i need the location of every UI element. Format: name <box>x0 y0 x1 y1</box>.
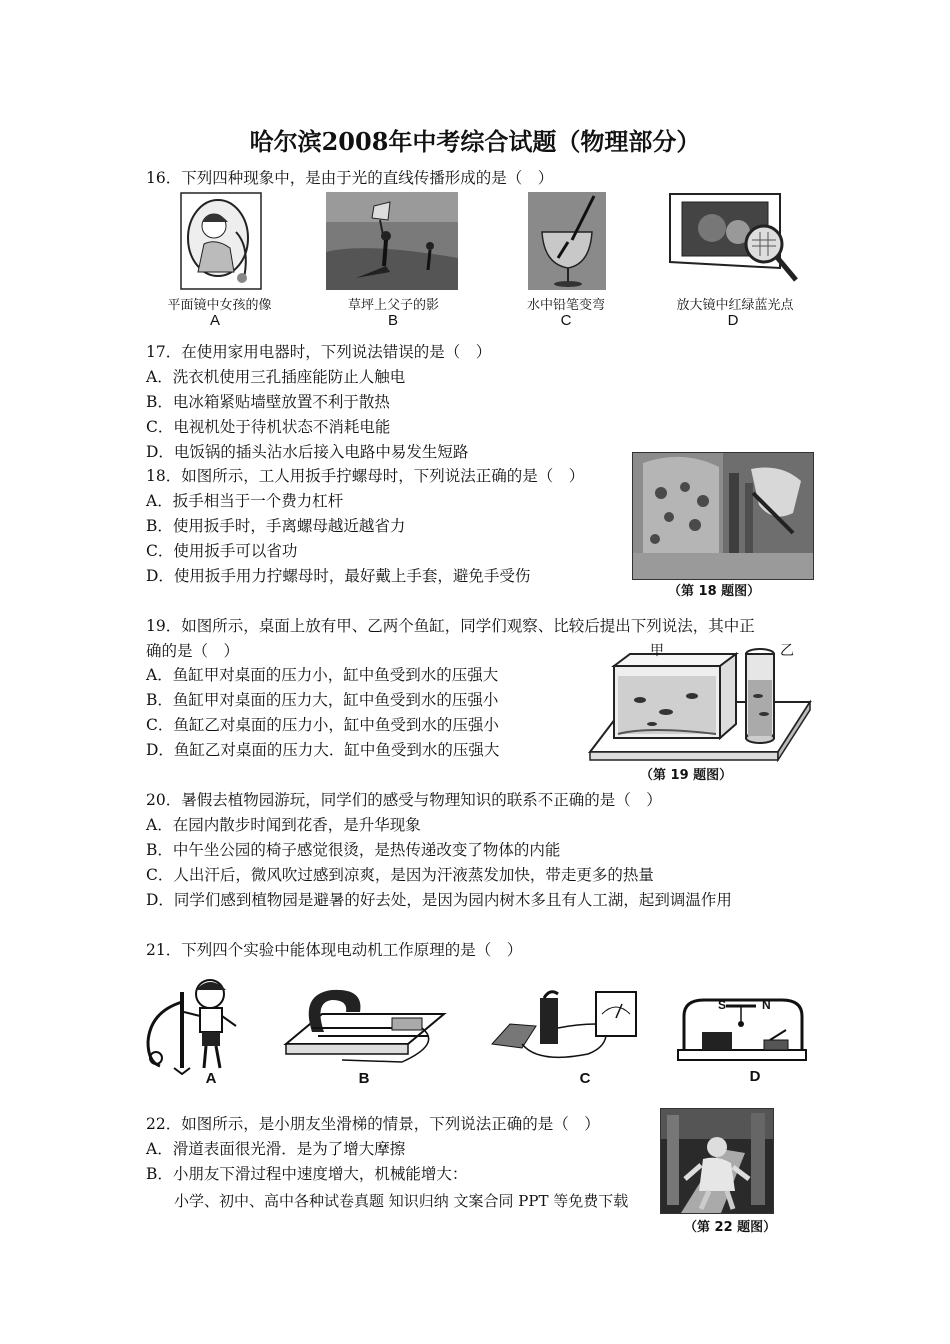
q16-figure-b <box>326 192 458 290</box>
q19-option-a: A．鱼缸甲对桌面的压力小，缸中鱼受到水的压强大 <box>146 666 499 684</box>
q22-figure <box>660 1108 774 1214</box>
q22-option-b: B．小朋友下滑过程中速度增大，机械能增大： <box>146 1165 468 1183</box>
q18-option-d: D．使用扳手用力拧螺母时，最好戴上手套，避免手受伤 <box>146 567 531 585</box>
q18-option-b: B．使用扳手时，手离螺母越近越省力 <box>146 517 406 535</box>
q20-stem: 20．暑假去植物园游玩，同学们的感受与物理知识的联系不正确的是（ ） <box>146 791 662 809</box>
q16-figure-c <box>528 192 606 290</box>
q21-figure-d <box>674 992 810 1062</box>
q18-option-c: C．使用扳手可以省功 <box>146 542 298 560</box>
q19-stem-line2: 确的是（ ） <box>146 642 240 660</box>
page-title: 哈尔滨2008年中考综合试题（物理部分） <box>249 127 701 156</box>
q16-stem: 16．下列四种现象中，是由于光的直线传播形成的是（ ） <box>146 169 554 187</box>
q16-letter-a: A <box>209 312 220 329</box>
q21-figure-a <box>140 972 240 1080</box>
q21-letter-a: A <box>205 1070 217 1087</box>
q16-figure-a <box>180 192 262 290</box>
q20-option-d: D．同学们感到植物园是避暑的好去处，是因为园内树木多且有人工湖，起到调温作用 <box>146 891 732 909</box>
q16-caption-a: 平面镜中女孩的像 <box>167 298 272 313</box>
q18-stem: 18．如图所示，工人用扳手拧螺母时，下列说法正确的是（ ） <box>146 467 585 485</box>
q21-figure-c <box>488 984 648 1066</box>
q19-figure-caption: （第 19 题图） <box>640 768 733 783</box>
q17-option-d: D．电饭锅的插头沾水后接入电路中易发生短路 <box>146 443 469 461</box>
q21-magnet-n-label: N <box>762 998 771 1012</box>
q19-label-yi: 乙 <box>780 643 794 659</box>
q18-figure-caption: （第 18 题图） <box>668 584 761 599</box>
q16-caption-d: 放大镜中红绿蓝光点 <box>676 298 794 313</box>
q18-option-a: A．扳手相当于一个费力杠杆 <box>146 492 344 510</box>
q16-caption-b: 草坪上父子的影 <box>347 298 439 313</box>
q19-option-b: B．鱼缸甲对桌面的压力大，缸中鱼受到水的压强小 <box>146 691 499 709</box>
q19-option-d: D．鱼缸乙对桌面的压力大．缸中鱼受到水的压强大 <box>146 741 500 759</box>
q18-figure <box>632 452 814 580</box>
q21-figure-b <box>282 984 448 1066</box>
q19-label-jia: 甲 <box>650 643 664 659</box>
q17-option-c: C．电视机处于待机状态不消耗电能 <box>146 418 391 436</box>
q21-letter-b: B <box>358 1070 370 1087</box>
q16-letter-c: C <box>560 312 572 329</box>
q16-caption-c: 水中铅笔变弯 <box>526 298 605 313</box>
q19-stem-line1: 19．如图所示，桌面上放有甲、乙两个鱼缸，同学们观察、比较后提出下列说法，其中正 <box>146 617 755 635</box>
q20-option-c: C．人出汗后，微风吹过感到凉爽，是因为汗液蒸发加快，带走更多的热量 <box>146 866 654 884</box>
q22-stem: 22．如图所示，是小朋友坐滑梯的情景，下列说法正确的是（ ） <box>146 1115 600 1133</box>
q17-option-a: A．洗衣机使用三孔插座能防止人触电 <box>146 368 406 386</box>
q16-letter-d: D <box>727 312 739 329</box>
q21-letter-d: D <box>749 1068 761 1085</box>
q21-magnet-s-label: S <box>718 998 727 1012</box>
q19-option-c: C．鱼缸乙对桌面的压力小，缸中鱼受到水的压强小 <box>146 716 499 734</box>
q20-option-b: B．中午坐公园的椅子感觉很烫，是热传递改变了物体的内能 <box>146 841 561 859</box>
q16-figure-d <box>668 192 802 288</box>
q17-option-b: B．电冰箱紧贴墙壁放置不利于散热 <box>146 393 390 411</box>
q16-letter-b: B <box>387 312 398 329</box>
q21-letter-c: C <box>579 1070 591 1087</box>
q20-option-a: A．在园内散步时闻到花香，是升华现象 <box>146 816 421 834</box>
q21-stem: 21．下列四个实验中能体现电动机工作原理的是（ ） <box>146 941 523 959</box>
q22-figure-caption: （第 22 题图） <box>684 1220 777 1235</box>
q17-stem: 17．在使用家用电器时，下列说法错误的是（ ） <box>146 343 492 361</box>
q22-option-a: A．滑道表面很光滑．是为了增大摩擦 <box>146 1140 406 1158</box>
footer-note: 小学、初中、高中各种试卷真题 知识归纳 文案合同 PPT 等免费下载 <box>174 1192 629 1210</box>
